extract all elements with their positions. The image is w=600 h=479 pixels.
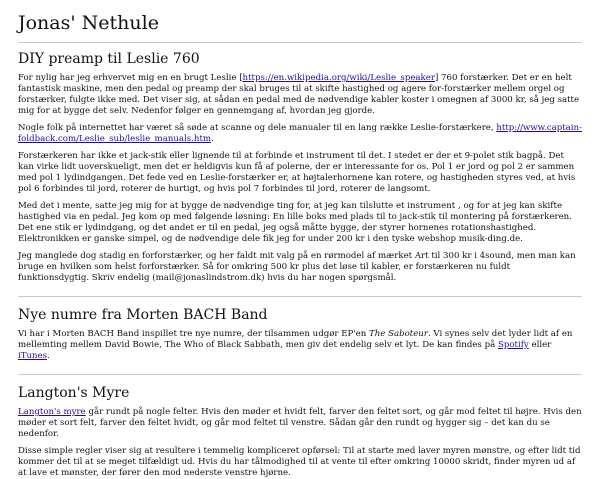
article-paragraph [18, 73, 582, 117]
paragraph-text: . [211, 134, 214, 144]
paragraph-text: Vi har i Morten BACH Band inspillet tre nye numre, der tilsammen udgør EP'en [18, 329, 369, 339]
article-paragraph: Jeg manglede dog stadig en forforstærker, og her faldt mit valg på en rørmodel af mærket Art til 300 kr i 4sound, men man kan bruge en hvilken som helst forforstærker. Så for omkring 500 kr plus det løse til kabler, er forstærkeren nu fuldt funktionsdygtig. Skriv endelig (mail@jonaslindstrom.dk) hvis du har nogen spørgsmål. [18, 251, 576, 283]
article-paragraph: Med det i mente, satte jeg mig for at bygge de nødvendige ting for, at jeg kan tilslutte et instrument , og for at jeg kan skifte hastighed via en pedal. Jeg kom op med følgende løsning: En lille boks med plads til to jack-stik til montering på forstærkeren. Det ene stik er lydindgang, og det andet er til en pedal, jeg også måtte bygge, der styrer hornenes rotationshastighed. Elektronikken er ganske simpel, og de nødvendige dele fik jeg for under 200 kr i den tyske webshop musik-ding.de. [18, 201, 572, 244]
article-paragraph: Forstærkeren har ikke et jack-stik eller lignende til at forbinde et instrument til det. I stedet er der et 9-polet stik bagpå. Det kan virke lidt uoverskueligt, men det er heldigvis kun få af polerne, der er interessante for os. Pol 1 er jord og pol 2 er sammen med pol 1 lydindgangen. Det fede ved en Leslie-forstærker er, at højtalerhornene kan rotere, og hastigheden styres ved, at hvis pol 6 forbindes til jord, roterer de hurtigt, og hvis pol 7 forbindes til jord, roterer de langsomt. [18, 151, 576, 194]
article-paragraph [18, 407, 582, 440]
article-paragraph [18, 123, 582, 145]
paragraph-text: Nogle folk på internettet har været så søde at scanne og dele manualer til en lang række Leslie-forstærkere, [18, 123, 497, 133]
paragraph-text: For nylig har jeg erhvervet mig en en brugt Leslie [ [18, 73, 243, 83]
spotify-link[interactable]: Spotify [497, 340, 529, 350]
article-paragraph: Disse simple regler viser sig at resultere i temmelig kompliceret opførsel: Til at starte med laver myren mønstre, og efter lidt tid kommer det til at se meget tilfældigt ud. Hvis du har tålmodighed til at vente til efter omkring 10000 skridt, finder myren ud af at lave et mønster, der fører den mod nederste venstre hjørne. [18, 446, 581, 478]
article-leslie [18, 51, 582, 284]
paragraph-text: . [47, 351, 50, 361]
article-title: Langton's Myre [18, 374, 582, 401]
article-title: Nye numre fra Morten BACH Band [18, 296, 582, 323]
article-title: DIY preamp til Leslie 760 [18, 51, 200, 67]
article-langton [18, 374, 582, 479]
paragraph-text: ] 760 forstærker. Det er en helt fantastisk maskine, men den pedal og preamp der skal bruges til at skifte hastighed og agere for-forstærker mellem orgel og forstærker, fulgte ikke med. Det viser sig, at sådan en pedal med de nødvendige kabler koster i omegnen af 3000 kr, så jeg satte mig for at bygge det selv. Nedenfor følger en gennemgang af, hvordan jeg gjorde. [18, 73, 580, 116]
ep-title: The Saboteur [368, 329, 428, 339]
itunes-link[interactable]: iTunes [18, 351, 48, 361]
wikipedia-leslie-link[interactable]: https://en.wikipedia.org/wiki/Leslie_speaker [242, 73, 435, 83]
paragraph-text: eller [528, 340, 552, 350]
paragraph-text: går rundt på nogle felter. Hvis den møder et hvidt felt, farver den feltet sort, og går mod feltet til højre. Hvis den møder et sort felt, farver den feltet hvidt, og går mod feltet til venstre. Sådan går den rundt og hygger sig – det kan du se nedenfor. [18, 407, 582, 439]
article-morten-bach [18, 296, 582, 362]
article-paragraph [18, 329, 582, 362]
paragraph-text: . Vi synes selv det lyder lidt af en mellemting mellem David Bowie, The Who of Black Sabbath, men giv det endelig selv et lyt. De kan findes på [18, 329, 573, 350]
site-title: Jonas' Nethule [18, 12, 582, 43]
leslie-manuals-link[interactable]: http://www.captain-foldback.com/Leslie_sub/leslie_manuals.htm [18, 123, 582, 144]
langtons-ant-link[interactable]: Langton's myre [18, 407, 86, 417]
